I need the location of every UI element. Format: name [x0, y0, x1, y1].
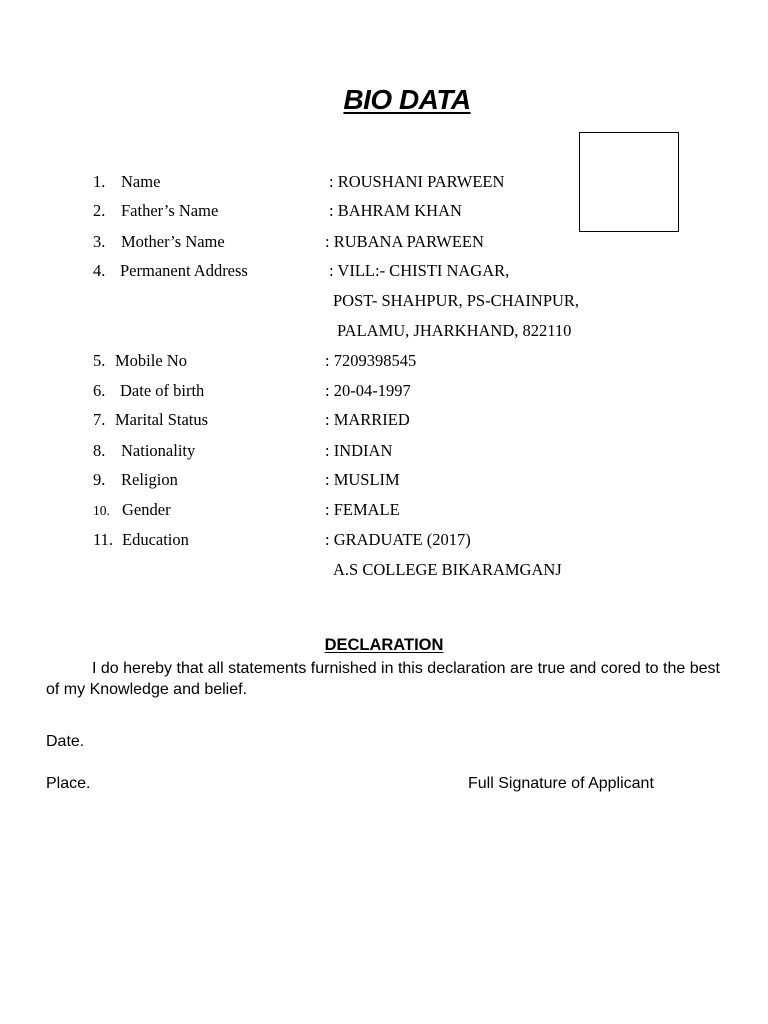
- field-number: 5.: [93, 351, 106, 370]
- field-number: 10.: [93, 503, 110, 518]
- field-value-address-line-2: POST- SHAHPUR, PS-CHAINPUR,: [333, 291, 580, 310]
- field-label-name: Name: [121, 172, 161, 191]
- field-label-nationality: Nationality: [121, 441, 196, 460]
- declaration-text: I do hereby that all statements furnished in this declaration are true and cored to the best of my Knowledge and belief.: [46, 660, 720, 698]
- field-label-date-of-birth: Date of birth: [120, 381, 205, 400]
- field-value-gender: : FEMALE: [325, 500, 400, 519]
- field-label-mother-name: Mother’s Name: [121, 232, 225, 251]
- field-label-permanent-address: Permanent Address: [120, 261, 248, 280]
- declaration-heading: [0, 636, 768, 655]
- document-title: [0, 84, 768, 116]
- field-value-name: : ROUSHANI PARWEEN: [329, 172, 505, 191]
- field-number: 8.: [93, 441, 106, 460]
- signature-label: Full Signature of Applicant: [468, 775, 654, 792]
- field-number: 6.: [93, 381, 106, 400]
- field-value-marital-status: : MARRIED: [325, 410, 410, 429]
- field-value-address-line-3: PALAMU, JHARKHAND, 822110: [337, 321, 572, 340]
- field-value-mother-name: : RUBANA PARWEEN: [325, 232, 484, 251]
- field-number: 2.: [93, 201, 106, 220]
- declaration-heading-text: DECLARATION: [324, 636, 444, 654]
- field-number: 4.: [93, 261, 106, 280]
- place-label: Place.: [46, 775, 91, 792]
- field-number: 1.: [93, 172, 106, 191]
- field-label-mobile-no: Mobile No: [115, 351, 187, 370]
- field-number: 7.: [93, 410, 106, 429]
- field-label-father-name: Father’s Name: [121, 201, 219, 220]
- date-label: Date.: [46, 733, 85, 750]
- field-number: 9.: [93, 470, 106, 489]
- field-label-gender: Gender: [122, 500, 171, 519]
- field-value-education-line-2: A.S COLLEGE BIKARAMGANJ: [333, 560, 562, 579]
- field-value-education: : GRADUATE (2017): [325, 530, 471, 549]
- document-title-text: BIO DATA: [343, 84, 471, 115]
- field-value-mobile-no: : 7209398545: [325, 351, 417, 370]
- field-value-nationality: : INDIAN: [325, 441, 393, 460]
- field-value-date-of-birth: : 20-04-1997: [325, 381, 411, 400]
- field-number: 3.: [93, 232, 106, 251]
- field-label-education: Education: [122, 530, 189, 549]
- field-label-religion: Religion: [121, 470, 178, 489]
- field-label-marital-status: Marital Status: [115, 410, 209, 429]
- field-value-religion: : MUSLIM: [325, 470, 400, 489]
- field-value-father-name: : BAHRAM KHAN: [329, 201, 462, 220]
- field-number: 11.: [93, 530, 114, 549]
- photo-placeholder-box: [579, 132, 679, 232]
- field-value-permanent-address: : VILL:- CHISTI NAGAR,: [329, 261, 510, 280]
